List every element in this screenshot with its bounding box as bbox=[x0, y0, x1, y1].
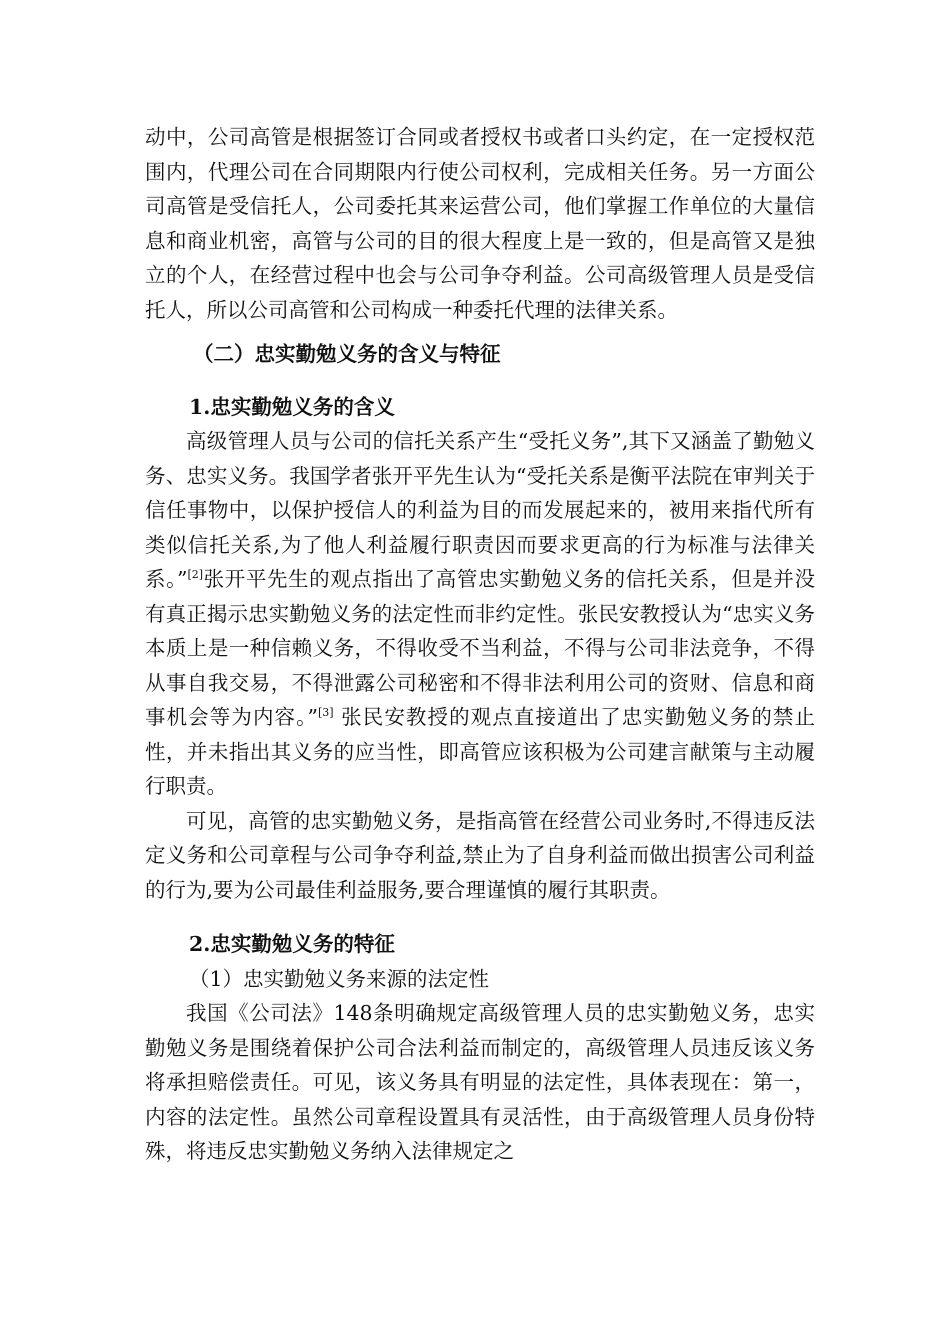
paragraph-meaning bbox=[145, 424, 815, 804]
paragraph-meaning-part-3: 张民安教授的观点直接道出了忠实勤勉义务的禁止性，并未指出其义务的应当性，即高管应该积极为公司建言献策与主动履行职责。 bbox=[145, 705, 816, 798]
paragraph-meaning-part-1: 高级管理人员与公司的信托关系产生“受托义务”,其下又涵盖了勤勉义务、忠实义务。我国学者张开平先生认为“受托关系是衡平法院在审判关于信任事物中，以保护授信人的利益为目的而发展起来的，被用来指代所有类似信托关系,为了他人利益履行职责因而要求更高的行为标准与法律关系。” bbox=[145, 429, 815, 591]
subheading-features: 2.忠实勤勉义务的特征 bbox=[189, 932, 395, 956]
section-heading: （二）忠实勤勉义务的含义与特征 bbox=[193, 342, 501, 366]
paragraph-continuation: 动中，公司高管是根据签订合同或者授权书或者口头约定，在一定授权范围内，代理公司在合同期限内行使公司权利，完成相关任务。另一方面公司高管是受信托人，公司委托其来运营公司，他们掌握工作单位的大量信息和商业机密，高管与公司的目的很大程度上是一致的，但是高管又是独立的个人，在经营过程中也会与公司争夺利益。公司高级管理人员是受信托人，所以公司高管和公司构成一种委托代理的法律关系。 bbox=[145, 125, 815, 322]
paragraph-legality: 我国《公司法》148条明确规定高级管理人员的忠实勤勉义务，忠实勤勉义务是围绕着保护公司合法利益而制定的，高级管理人员违反该义务将承担赔偿责任。可见，该义务具有明显的法定性，具体表现在：第一，内容的法定性。虽然公司章程设置具有灵活性，由于高级管理人员身份特殊，将违反忠实勤勉义务纳入法律规定之 bbox=[145, 1001, 815, 1163]
footnote-ref-2: [2] bbox=[187, 568, 204, 582]
document-body bbox=[145, 120, 815, 1169]
paragraph-definition: 可见，高管的忠实勤勉义务，是指高管在经营公司业务时,不得违反法定义务和公司章程与公司争夺利益,禁止为了自身利益而做出损害公司利益的行为,要为公司最佳利益服务,要合理谨慎的履行其职责。 bbox=[145, 808, 815, 902]
paragraph-meaning-part-2: 张开平先生的观点指出了高管忠实勤勉义务的信托关系，但是并没有真正揭示忠实勤勉义务的法定性而非约定性。张民安教授认为“忠实义务本质上是一种信赖义务，不得收受不当利益，不得与公司非法竞争，不得从事自我交易，不得泄露公司秘密和不得非法利用公司的资财、信息和商事机会等为内容。” bbox=[145, 567, 815, 729]
footnote-ref-3: [3] bbox=[317, 706, 334, 720]
subheading-meaning: 1.忠实勤勉义务的含义 bbox=[189, 394, 395, 419]
item-heading-legality: （1）忠实勤勉义务来源的法定性 bbox=[189, 966, 490, 991]
